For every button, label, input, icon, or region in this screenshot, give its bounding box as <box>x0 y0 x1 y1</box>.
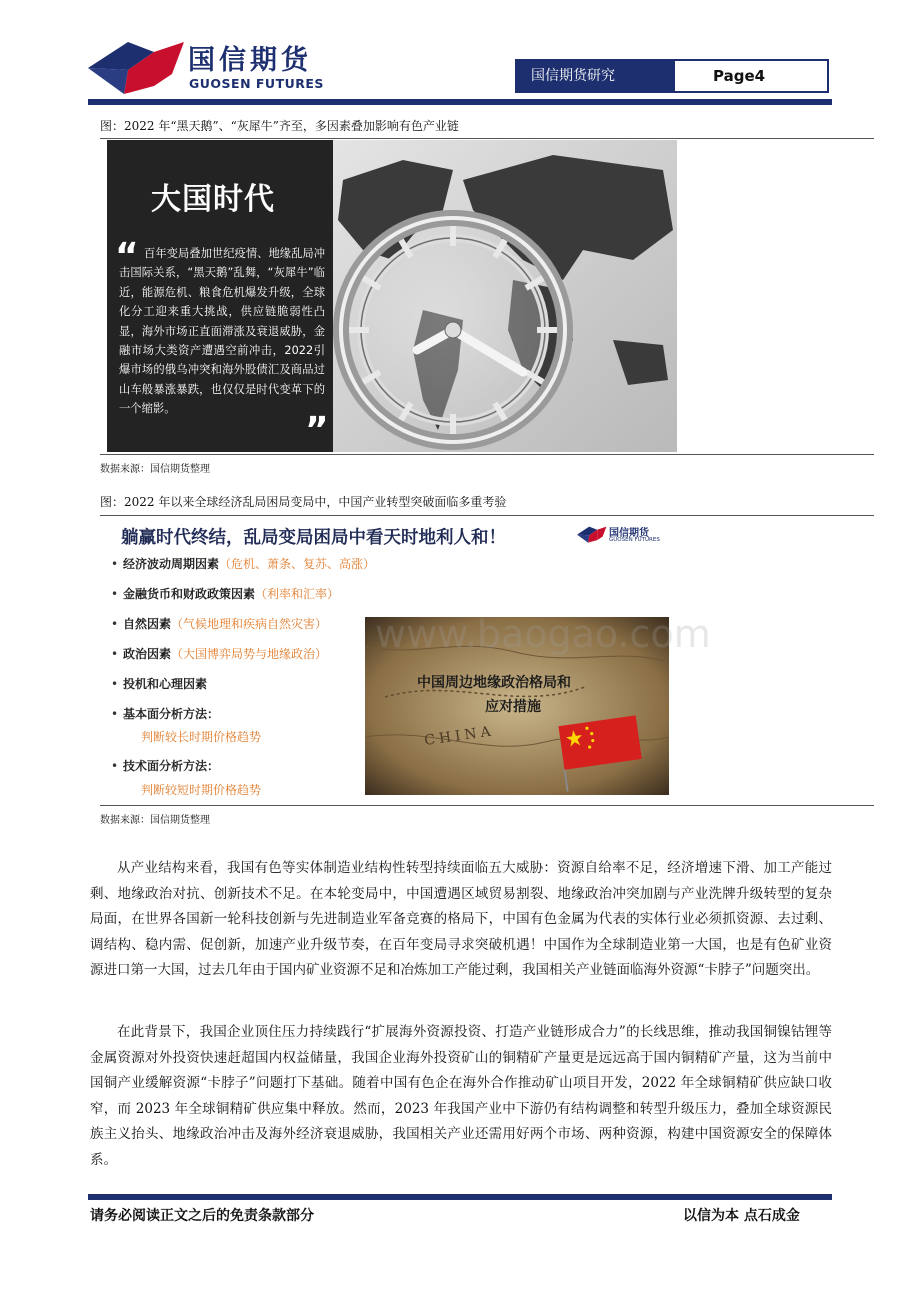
figure1-bottom-rule <box>100 454 874 455</box>
footer-rule <box>88 1194 832 1200</box>
figure1-top-rule <box>100 138 874 139</box>
figure2-logo-cn: 国信期货 <box>609 528 649 539</box>
logo-mark-icon <box>88 38 186 94</box>
list-item: • 投机和心理因素 <box>111 677 208 691</box>
section-label: 国信期货研究 <box>517 61 675 91</box>
figure2-image <box>107 518 711 800</box>
list-item: • 金融货币和财政政策因素（利率和汇率） <box>111 587 340 601</box>
photo-text-2: 应对措施 <box>485 699 541 715</box>
quote-close-icon: ” <box>305 410 329 451</box>
list-item: • 经济波动周期因素（危机、萧条、复苏、高涨） <box>111 557 376 571</box>
sub-item: 判断较短时期价格趋势 <box>141 783 262 797</box>
figure1-body-text: 百年变局叠加世纪疫情、地缘乱局冲击国际关系，“黑天鹅”乱舞，“灰犀牛”临近，能源危机、粮食危机爆发升级，全球化分工迎来重大挑战，供应链脆弱性凸显，海外市场正直面滞涨及衰退威胁，金融市场大类资产遭遇空前冲击，2022引爆市场的俄乌冲突和海外股债汇及商品过山车般暴涨暴跌，也仅仅是时代变革下的一个缩影。 <box>119 247 325 416</box>
world-map-clock-icon <box>333 140 677 452</box>
list-item: • 政治因素（大国博弈局势与地缘政治） <box>111 647 328 661</box>
list-item: • 技术面分析方法： <box>111 759 220 773</box>
figure2-logo <box>577 524 677 546</box>
figure2-top-rule <box>100 515 874 516</box>
footer-slogan: 以信为本 点石成金 <box>683 1208 800 1224</box>
figure1-source: 数据来源：国信期货整理 <box>100 464 210 475</box>
figure1-title: 大国时代 <box>151 182 275 217</box>
footer-disclaimer: 请务必阅读正文之后的免责条款部分 <box>90 1208 314 1224</box>
figure2-source: 数据来源：国信期货整理 <box>100 815 210 826</box>
quote-open-icon: “ <box>115 236 139 277</box>
figure2-bottom-rule <box>100 805 874 806</box>
photo-text-1: 中国周边地缘政治格局和 <box>417 675 571 691</box>
map-word: CHINA <box>423 723 496 749</box>
logo-mark-small-icon <box>577 524 607 544</box>
figure1-caption: 图：2022 年“黑天鹅”、“灰犀牛”齐至，多因素叠加影响有色产业链 <box>100 119 459 133</box>
header-label-box <box>515 59 829 93</box>
figure1-image <box>107 140 677 452</box>
body-paragraph-1: 从产业结构来看，我国有色等实体制造业结构性转型持续面临五大威胁：资源自给率不足，经济增速下滑、加工产能过剩、地缘政治对抗、创新技术不足。在本轮变局中，中国遭遇区域贸易割裂、地缘政治冲突加剧与产业洗牌升级转型的复杂局面，在世界各国新一轮科技创新与先进制造业军备竞赛的格局下，中国有色金属为代表的实体行业必须抓资源、去过剩、调结构、稳内需、促创新，加速产业升级节奏，在百年变局寻求突破机遇！中国作为全球制造业第一大国，也是有色矿业资源进口第一大国，过去几年由于国内矿业资源不足和冶炼加工产能过剩，我国相关产业链面临海外资源“卡脖子”问题突出。 <box>90 860 832 978</box>
figure2-logo-en: GUOSEN FUTURES <box>609 537 660 543</box>
figure1-text-panel <box>107 140 333 452</box>
body-paragraph-2: 在此背景下，我国企业顶住压力持续践行“扩展海外资源投资、打造产业链形成合力”的长线思维，推动我国铜镍钴锂等金属资源对外投资快速赶超国内权益储量，我国企业海外投资矿山的铜精矿产量更是远远高于国内铜精矿产量，这为当前中国铜产业缓解资源“卡脖子”问题打下基础。随着中国有色企在海外合作推动矿山项目开发，2022 年全球铜精矿供应缺口收窄，而 2023 年全球铜精矿供应集中释放。然而，2023 年我国产业中下游仍有结构调整和转型升级压力，叠加全球资源民族主义抬头、地缘政治冲击及海外经济衰退威胁，我国相关产业还需用好两个市场、两种资源，构建中国资源安全的保障体系。 <box>90 1024 832 1168</box>
header-rule <box>88 99 832 105</box>
company-logo <box>88 38 328 94</box>
logo-text-cn: 国信期货 <box>188 45 312 76</box>
figure2-caption: 图：2022 年以来全球经济乱局困局变局中，中国产业转型突破面临多重考验 <box>100 495 507 509</box>
page-number: Page4 <box>675 61 827 91</box>
sub-item: 判断较长时期价格趋势 <box>141 730 262 744</box>
logo-text-en: GUOSEN FUTURES <box>189 76 324 91</box>
figure2-title: 躺赢时代终结，乱局变局困局中看天时地利人和！ <box>121 528 506 548</box>
list-item: • 自然因素（气候地理和疾病自然灾害） <box>111 617 328 631</box>
watermark: www.baogao.com <box>375 612 711 656</box>
list-item: • 基本面分析方法： <box>111 707 220 721</box>
